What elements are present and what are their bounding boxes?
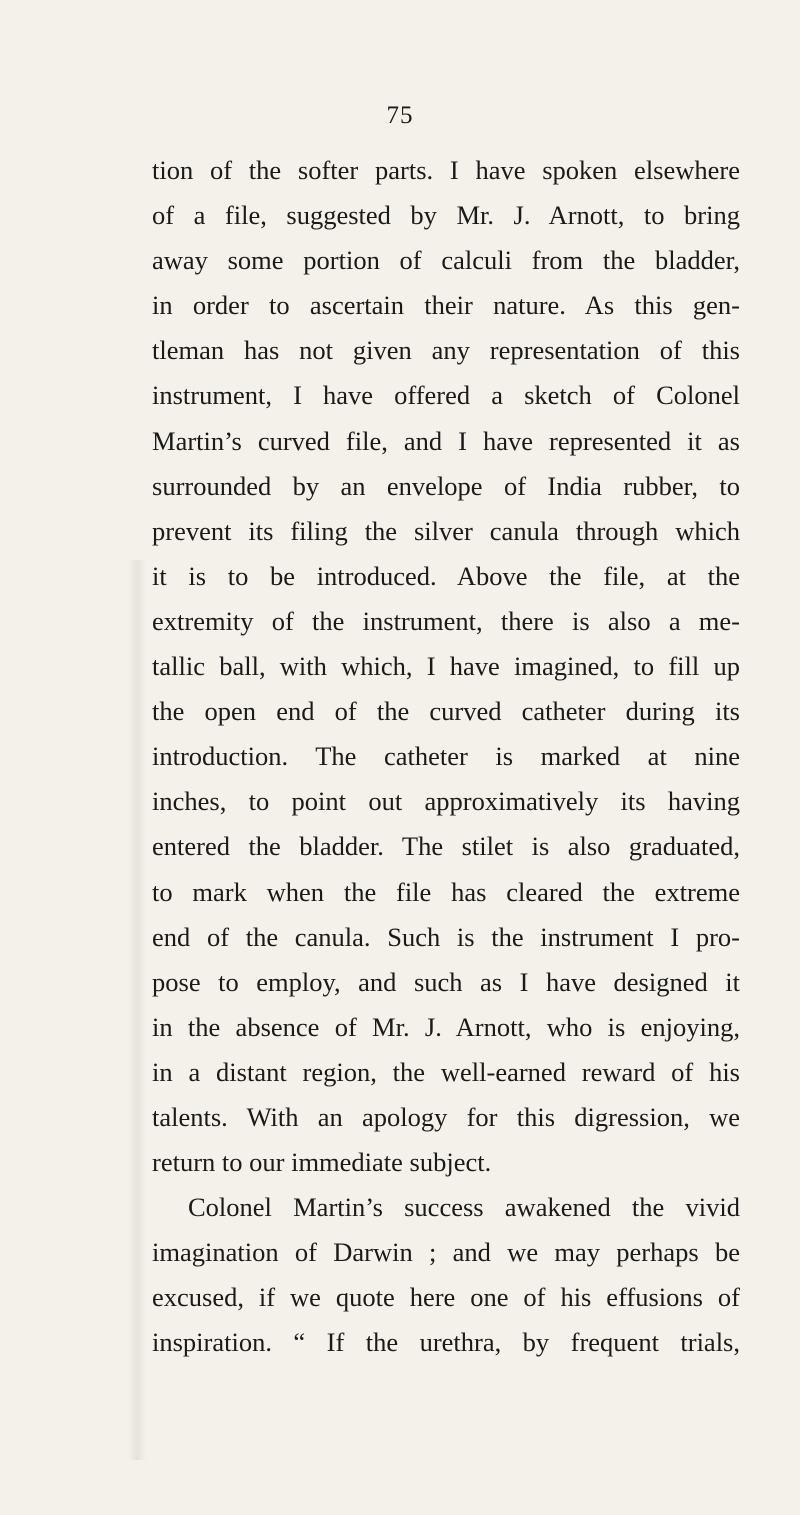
text-line: instrument, I have offered a sketch of Colonel (152, 380, 740, 411)
page-gutter-shadow (128, 560, 146, 1460)
text-line: of a file, suggested by Mr. J. Arnott, to bring (152, 200, 740, 231)
text-line: away some portion of calculi from the bladder, (152, 245, 740, 276)
text-line: entered the bladder. The stilet is also graduated, (152, 831, 740, 862)
text-line: in order to ascertain their nature. As this gen- (152, 290, 740, 321)
text-line: prevent its filing the silver canula through which (152, 515, 740, 546)
text-line: talents. With an apology for this digression, we (152, 1101, 740, 1132)
text-line: tion of the softer parts. I have spoken elsewhere (152, 155, 740, 185)
text-line: it is to be introduced. Above the file, at the (152, 560, 740, 591)
text-line: tleman has not given any representation of this (152, 335, 740, 366)
paragraph-start-line: Colonel Martin’s success awakened the vivid (188, 1192, 740, 1223)
text-line: introduction. The catheter is marked at nine (152, 741, 740, 772)
text-line: inches, to point out approximatively its having (152, 786, 740, 817)
body-text (152, 148, 740, 1366)
text-line: surrounded by an envelope of India rubber, to (152, 470, 740, 501)
text-line: in the absence of Mr. J. Arnott, who is enjoying, (152, 1011, 740, 1042)
paragraph-end-line: return to our immediate subject. (152, 1147, 492, 1178)
text-line: end of the canula. Such is the instrument I pro- (152, 921, 740, 952)
page-number: 75 (386, 102, 414, 129)
text-line: in a distant region, the well-earned reward of his (152, 1056, 740, 1087)
text-line: imagination of Darwin ; and we may perhaps be (152, 1237, 740, 1268)
text-line: excused, if we quote here one of his effusions of (152, 1282, 740, 1313)
text-line: the open end of the curved catheter during its (152, 696, 740, 727)
text-line: pose to employ, and such as I have designed it (152, 966, 740, 997)
text-line: Martin’s curved file, and I have represented it as (152, 425, 740, 456)
text-line: to mark when the file has cleared the extreme (152, 876, 740, 907)
text-line: extremity of the instrument, there is also a me- (152, 605, 740, 636)
text-line: inspiration. “ If the urethra, by frequent trials, (152, 1327, 740, 1358)
text-line: tallic ball, with which, I have imagined, to fill up (152, 651, 740, 682)
